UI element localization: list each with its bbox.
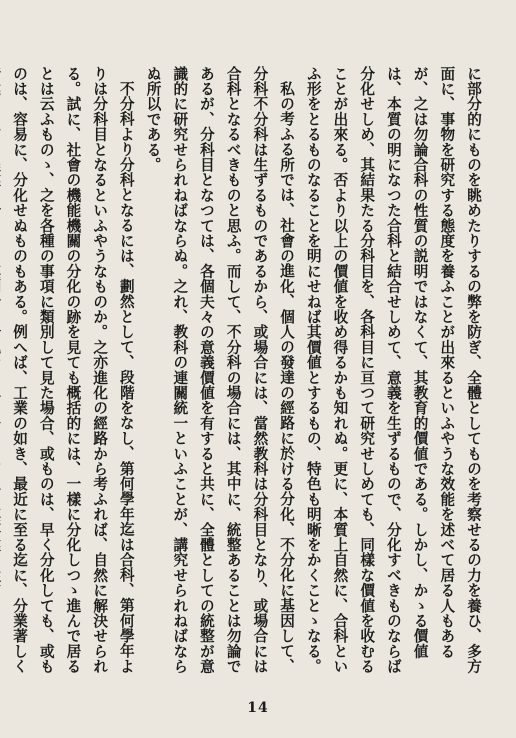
- paragraph-2: 私の考ふる所では、社會の進化、個人の發達の經路に於ける分化、不分化に基因して、分科不分科は生ずるものであるから、或場合には、當然教科は分科目となり、或場合には合科となるべきものと思ふ。而して、不分科の場合には、其中に、統整あることは勿論であるが、分科目となつては、各個夫々の意義價値を有すると共に、全體としての統整が意識的に研究せられねばならぬ。之れ、教科の連關統一といふことが、講究せられねばならぬ所以である。: [144, 66, 296, 674]
- paragraph-3: 不分科より分科となるには、劃然として、段階をなし、第何學年迄は合科、第何學年よりは分科目となるといふやうなものか。之亦進化の經路から考ふれば、自然に解決せられる。試に、社會の機能機關の分化の跡を見ても概括的には、一樣に分化しつゝ進んで居るとは云ふものゝ、之を各種の事項に類別して見た場合、或ものは、早く分化しても、或ものは、容易に、分化せぬものもある。例へば、工業の如き、最近に至る迄に、分業著しく: [11, 66, 135, 674]
- body-text: [11, 66, 486, 678]
- page-number: 14: [247, 700, 269, 716]
- paragraph-1: に部分的にものを眺めたりするの弊を防ぎ、全體としてものを考察せるの力を養ひ、多方面に、事物を研究する態度を養ふことが出來るといふやうな效能を述べて居る人もあるが、之は勿論合科の性質の説明ではなくて、其教育的價値である。しかし、かゝる價値は、本質の明になつた合科と結合せしめて、意義を生ずるもので、分化すべきものならば分化せしめ、其結果たる分科目を、各科目に亘つて研究せしめても、同樣な價値を收むることが出來る。否より以上の價値を收め得るかも知れぬ。更に、本質上自然に、合科といふ形をとるものなることを明にせねば其價値とするもの、特色も明晰をかくことゝなる。: [304, 66, 482, 674]
